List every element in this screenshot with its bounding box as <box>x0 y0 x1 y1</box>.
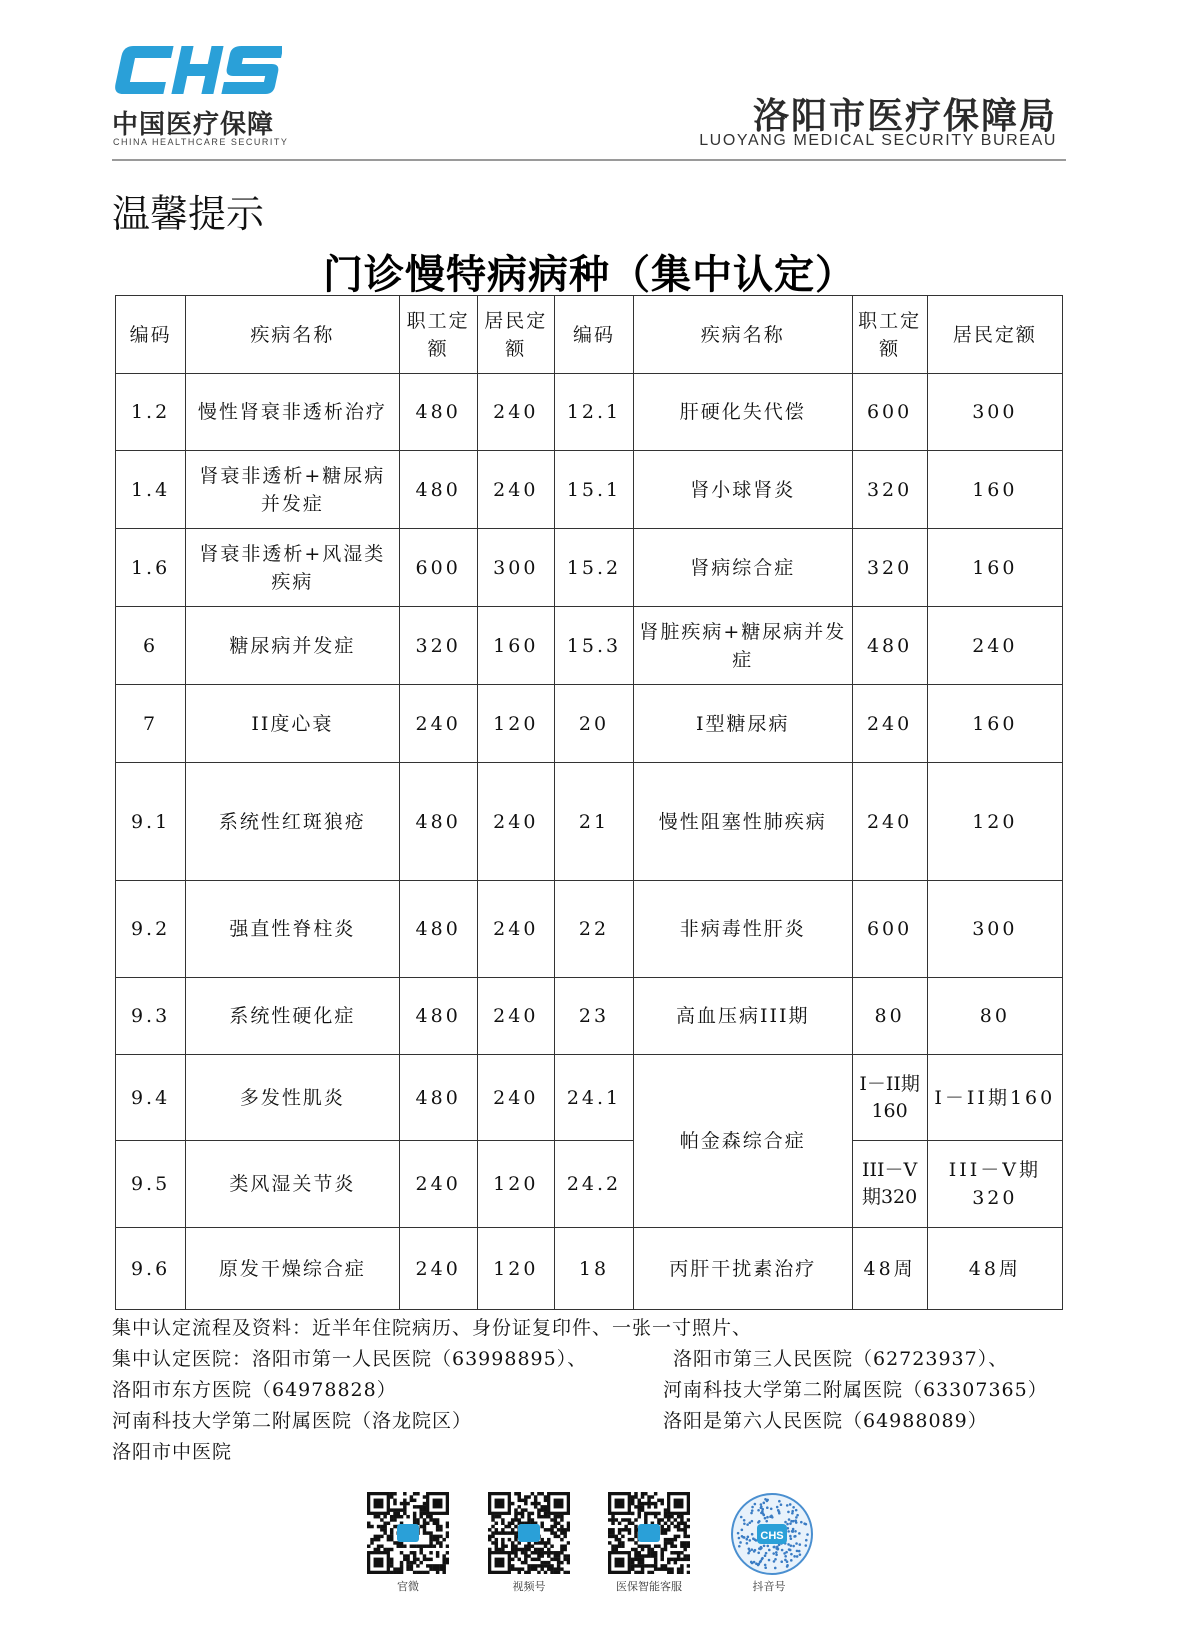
cell-name-2: 高血压病III期 <box>634 978 852 1055</box>
disease-quota-table <box>115 295 1063 1310</box>
cell-code: 7 <box>116 685 186 763</box>
cell-staff-2: 48周 <box>852 1228 927 1310</box>
cell-code-2: 20 <box>554 685 633 763</box>
cell-resident-2: 160 <box>927 451 1062 529</box>
cell-code-2: 24.2 <box>554 1141 633 1228</box>
cell-code: 1.4 <box>116 451 186 529</box>
cell-staff-2: 320 <box>852 529 927 607</box>
cell-code-2: 15.2 <box>554 529 633 607</box>
cell-name-2: 慢性阻塞性肺疾病 <box>634 763 852 881</box>
qr-label-douyin: 抖音号 <box>752 1580 786 1593</box>
cell-code-2: 15.3 <box>554 607 633 685</box>
cell-staff-2: 600 <box>852 374 927 451</box>
qr-code-video-channel[interactable] <box>488 1492 570 1574</box>
bureau-name-en: LUOYANG MEDICAL SECURITY BUREAU <box>699 132 1057 149</box>
cell-resident: 240 <box>477 763 554 881</box>
cell-resident: 240 <box>477 881 554 978</box>
cell-name: 原发干燥综合症 <box>186 1228 399 1310</box>
cell-code-2: 21 <box>554 763 633 881</box>
header-resident-quota-2: 居民定额 <box>927 296 1062 374</box>
cell-code: 9.3 <box>116 978 186 1055</box>
table-row <box>116 881 1063 978</box>
cell-staff-2: 600 <box>852 881 927 978</box>
table-row <box>116 451 1063 529</box>
cell-name: 强直性脊柱炎 <box>186 881 399 978</box>
cell-resident: 120 <box>477 1141 554 1228</box>
table-row <box>116 607 1063 685</box>
cell-resident: 240 <box>477 1055 554 1141</box>
table-row <box>116 763 1063 881</box>
cell-staff-2: 240 <box>852 763 927 881</box>
cell-name: 系统性硬化症 <box>186 978 399 1055</box>
cell-staff: 480 <box>399 374 477 451</box>
cell-code: 9.5 <box>116 1141 186 1228</box>
header-name-2: 疾病名称 <box>634 296 852 374</box>
cell-resident: 120 <box>477 685 554 763</box>
cell-name: 系统性红斑狼疮 <box>186 763 399 881</box>
cell-code: 9.2 <box>116 881 186 978</box>
footer-hospitals-line-2b: 河南科技大学第二附属医院（63307365） <box>663 1379 1048 1401</box>
cell-code: 1.2 <box>116 374 186 451</box>
chs-logo <box>112 44 292 154</box>
cell-code-2: 12.1 <box>554 374 633 451</box>
qr-label-video-channel: 视频号 <box>512 1580 546 1593</box>
qr-code-official-wechat[interactable] <box>367 1492 449 1574</box>
cell-staff-2: III－V期320 <box>852 1141 927 1228</box>
qr-label-smart-service: 医保智能客服 <box>616 1580 682 1593</box>
cell-name: 肾衰非透析+风湿类疾病 <box>186 529 399 607</box>
cell-name-2: 肾小球肾炎 <box>634 451 852 529</box>
cell-name-2: 肝硬化失代偿 <box>634 374 852 451</box>
douyin-qr-icon <box>730 1492 814 1576</box>
cell-code-2: 24.1 <box>554 1055 633 1141</box>
cell-staff-2: 320 <box>852 451 927 529</box>
cell-resident: 300 <box>477 529 554 607</box>
cell-staff-2: 80 <box>852 978 927 1055</box>
cell-code-2: 18 <box>554 1228 633 1310</box>
table-row <box>116 1055 1063 1141</box>
cell-resident-2: I－II期160 <box>927 1055 1062 1141</box>
notice-heading: 温馨提示 <box>112 192 265 236</box>
cell-resident: 240 <box>477 451 554 529</box>
cell-name-2: 帕金森综合症 <box>634 1055 852 1228</box>
table-row <box>116 529 1063 607</box>
footer-hospitals-line-2a: 洛阳市东方医院（64978828） <box>112 1379 397 1401</box>
cell-resident-2: 240 <box>927 607 1062 685</box>
cell-resident: 120 <box>477 1228 554 1310</box>
header-code: 编码 <box>116 296 186 374</box>
cell-resident: 240 <box>477 374 554 451</box>
cell-staff: 240 <box>399 1141 477 1228</box>
bureau-name-cn: 洛阳市医疗保障局 <box>752 96 1057 137</box>
logo-english-text: CHINA HEALTHCARE SECURITY <box>113 137 289 147</box>
cell-staff: 480 <box>399 881 477 978</box>
table-row <box>116 1228 1063 1310</box>
cell-staff-2: 240 <box>852 685 927 763</box>
cell-staff: 600 <box>399 529 477 607</box>
cell-staff: 320 <box>399 607 477 685</box>
qr-label-official-wechat: 官微 <box>397 1580 419 1593</box>
footer-hospitals-line-3b: 洛阳是第六人民医院（64988089） <box>663 1410 988 1432</box>
cell-code: 9.1 <box>116 763 186 881</box>
table-row <box>116 978 1063 1055</box>
table-row <box>116 374 1063 451</box>
cell-name-2: 非病毒性肝炎 <box>634 881 852 978</box>
cell-code-2: 15.1 <box>554 451 633 529</box>
logo-chinese-text: 中国医疗保障 <box>112 110 275 140</box>
cell-staff: 480 <box>399 978 477 1055</box>
header-code-2: 编码 <box>554 296 633 374</box>
footer-process-info: 集中认定流程及资料：近半年住院病历、身份证复印件、一张一寸照片、 <box>112 1317 753 1339</box>
header-resident-quota: 居民定额 <box>477 296 554 374</box>
cell-resident-2: 160 <box>927 529 1062 607</box>
cell-staff: 480 <box>399 763 477 881</box>
cell-staff: 240 <box>399 1228 477 1310</box>
table-row <box>116 685 1063 763</box>
cell-name: 肾衰非透析+糖尿病并发症 <box>186 451 399 529</box>
page-title: 门诊慢特病病种（集中认定） <box>323 251 856 298</box>
svg-text:CHS: CHS <box>760 1530 784 1542</box>
cell-code: 9.4 <box>116 1055 186 1141</box>
cell-resident: 240 <box>477 978 554 1055</box>
chs-logo-mark <box>112 44 282 96</box>
cell-name-2: 肾病综合症 <box>634 529 852 607</box>
cell-name: 慢性肾衰非透析治疗 <box>186 374 399 451</box>
cell-code: 9.6 <box>116 1228 186 1310</box>
footer-hospitals-line-3a: 河南科技大学第二附属医院（洛龙院区） <box>112 1410 473 1432</box>
cell-name: 类风湿关节炎 <box>186 1141 399 1228</box>
cell-code: 1.6 <box>116 529 186 607</box>
cell-resident-2: 160 <box>927 685 1062 763</box>
cell-resident-2: 80 <box>927 978 1062 1055</box>
cell-staff: 480 <box>399 451 477 529</box>
header-staff-quota: 职工定额 <box>399 296 477 374</box>
footer-hospitals-line-1b: 洛阳市第三人民医院（62723937）、 <box>673 1348 1009 1370</box>
cell-code-2: 23 <box>554 978 633 1055</box>
footer-hospitals-line-1a: 集中认定医院：洛阳市第一人民医院（63998895）、 <box>112 1348 588 1370</box>
table-header-row <box>116 296 1063 374</box>
cell-name-2: I型糖尿病 <box>634 685 852 763</box>
cell-resident-2: 120 <box>927 763 1062 881</box>
cell-resident-2: 300 <box>927 374 1062 451</box>
header-staff-quota-2: 职工定额 <box>852 296 927 374</box>
cell-resident-2: 48周 <box>927 1228 1062 1310</box>
cell-name-2: 肾脏疾病+糖尿病并发症 <box>634 607 852 685</box>
cell-name: 多发性肌炎 <box>186 1055 399 1141</box>
cell-resident-2: III－V期320 <box>927 1141 1062 1228</box>
qr-code-douyin[interactable] <box>730 1492 812 1574</box>
cell-staff: 240 <box>399 685 477 763</box>
header-name: 疾病名称 <box>186 296 399 374</box>
table-row <box>116 1141 1063 1228</box>
header-divider <box>112 159 1066 161</box>
cell-code: 6 <box>116 607 186 685</box>
cell-resident-2: 300 <box>927 881 1062 978</box>
cell-staff: 480 <box>399 1055 477 1141</box>
cell-staff-2: I－II期160 <box>852 1055 927 1141</box>
cell-name: 糖尿病并发症 <box>186 607 399 685</box>
cell-staff-2: 480 <box>852 607 927 685</box>
qr-code-smart-service[interactable] <box>608 1492 690 1574</box>
footer-hospitals-line-4: 洛阳市中医院 <box>112 1441 233 1463</box>
cell-resident: 160 <box>477 607 554 685</box>
cell-name: II度心衰 <box>186 685 399 763</box>
cell-name-2: 丙肝干扰素治疗 <box>634 1228 852 1310</box>
cell-code-2: 22 <box>554 881 633 978</box>
